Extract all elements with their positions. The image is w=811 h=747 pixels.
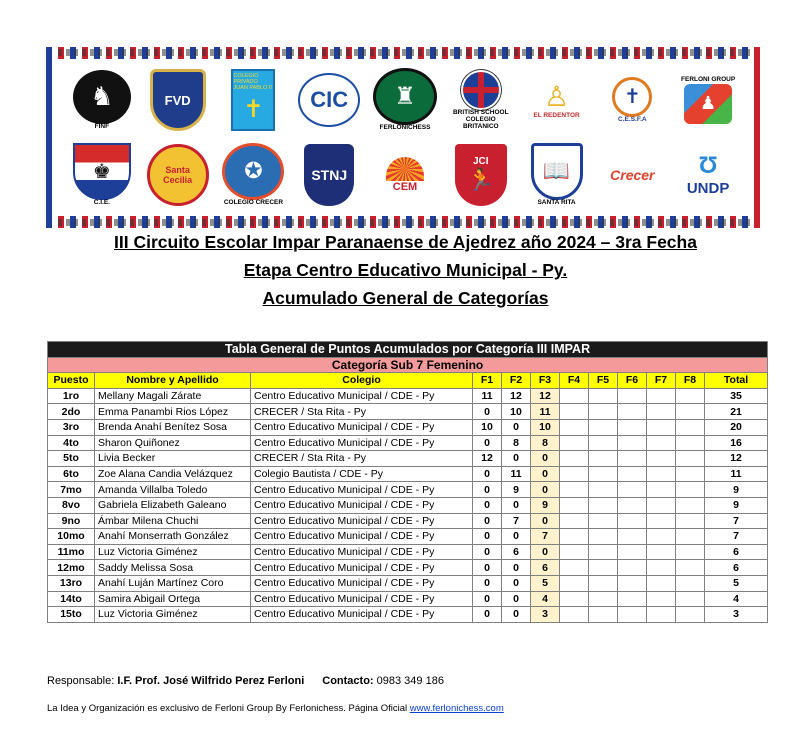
- stnj-logo: [297, 143, 361, 207]
- table-row: [48, 482, 768, 498]
- cell-total: 7: [705, 513, 768, 529]
- cell-total: 6: [705, 544, 768, 560]
- stage-title: [0, 260, 811, 281]
- cell-f5: [589, 388, 618, 404]
- cell-f3: 7: [531, 529, 560, 545]
- cell-f7: [647, 497, 676, 513]
- cell-puesto: 8vo: [48, 497, 95, 513]
- cell-nombre: Anahí Luján Martínez Coro: [95, 575, 251, 591]
- cell-colegio: Centro Educativo Municipal / CDE - Py: [251, 497, 473, 513]
- cell-colegio: CRECER / Sta Rita - Py: [251, 404, 473, 420]
- cell-f8: [676, 388, 705, 404]
- category-title: Categoría Sub 7 Femenino: [48, 357, 768, 373]
- cell-f6: [618, 451, 647, 467]
- responsible-line: [47, 675, 444, 687]
- santa-cecilia-logo: [146, 143, 210, 207]
- cell-total: 6: [705, 560, 768, 576]
- cell-total: 4: [705, 591, 768, 607]
- cell-f5: [589, 575, 618, 591]
- category-row: [48, 357, 768, 373]
- cell-f3: 9: [531, 497, 560, 513]
- cell-f3: 0: [531, 451, 560, 467]
- cell-puesto: 15to: [48, 607, 95, 623]
- cell-f3: 11: [531, 404, 560, 420]
- stnj-caption: STNJ: [311, 166, 348, 183]
- col-f7: F7: [647, 373, 676, 389]
- cell-f6: [618, 435, 647, 451]
- jci-crest: [455, 144, 507, 206]
- cell-f5: [589, 529, 618, 545]
- table-row: [48, 497, 768, 513]
- cell-nombre: Sharon Quiñonez: [95, 435, 251, 451]
- santa-cecilia-caption: Santa Cecilia: [147, 144, 209, 206]
- cell-f5: [589, 482, 618, 498]
- cell-f4: [560, 513, 589, 529]
- cell-f8: [676, 560, 705, 576]
- cell-nombre: Gabriela Elizabeth Galeano: [95, 497, 251, 513]
- cell-f6: [618, 419, 647, 435]
- undp-logo: [676, 143, 740, 207]
- cesfa-logo: [600, 68, 664, 132]
- cell-colegio: Centro Educativo Municipal / CDE - Py: [251, 529, 473, 545]
- cell-f3: 6: [531, 560, 560, 576]
- undp-mark-icon: Ʊ: [698, 152, 718, 180]
- cell-total: 9: [705, 497, 768, 513]
- col-puesto: Puesto: [48, 373, 95, 389]
- cell-f5: [589, 404, 618, 420]
- cell-f6: [618, 404, 647, 420]
- cell-colegio: Centro Educativo Municipal / CDE - Py: [251, 591, 473, 607]
- cell-puesto: 6to: [48, 466, 95, 482]
- table-row: [48, 404, 768, 420]
- cell-f2: 0: [502, 451, 531, 467]
- ferlonichess-club-logo: [373, 68, 437, 132]
- cem-logo: [373, 143, 437, 207]
- chess-pieces-border-bottom: [58, 219, 752, 226]
- cell-f1: 12: [473, 451, 502, 467]
- cell-f5: [589, 591, 618, 607]
- cell-nombre: Saddy Melissa Sosa: [95, 560, 251, 576]
- cell-total: 11: [705, 466, 768, 482]
- cell-f1: 0: [473, 482, 502, 498]
- cell-f8: [676, 451, 705, 467]
- cell-puesto: 7mo: [48, 482, 95, 498]
- cell-f5: [589, 560, 618, 576]
- cell-f6: [618, 591, 647, 607]
- cell-f5: [589, 419, 618, 435]
- cell-colegio: Colegio Bautista / CDE - Py: [251, 466, 473, 482]
- cell-f6: [618, 544, 647, 560]
- cell-f7: [647, 607, 676, 623]
- cell-total: 16: [705, 435, 768, 451]
- cell-colegio: Centro Educativo Municipal / CDE - Py: [251, 513, 473, 529]
- cell-f4: [560, 435, 589, 451]
- cell-f2: 12: [502, 388, 531, 404]
- cell-f3: 5: [531, 575, 560, 591]
- column-header-row: [48, 373, 768, 389]
- cell-f6: [618, 388, 647, 404]
- cell-f7: [647, 560, 676, 576]
- cell-nombre: Ámbar Milena Chuchi: [95, 513, 251, 529]
- cell-puesto: 10mo: [48, 529, 95, 545]
- cell-total: 9: [705, 482, 768, 498]
- cell-f8: [676, 607, 705, 623]
- ferloni-group-caption: FERLONI GROUP: [681, 75, 736, 83]
- cell-puesto: 3ro: [48, 419, 95, 435]
- fvd-logo: [146, 68, 210, 132]
- cie-logo: [70, 143, 134, 207]
- cell-total: 35: [705, 388, 768, 404]
- cell-f3: 10: [531, 419, 560, 435]
- cell-f5: [589, 497, 618, 513]
- col-colegio: Colegio: [251, 373, 473, 389]
- cell-f8: [676, 544, 705, 560]
- cell-f3: 0: [531, 482, 560, 498]
- cell-f4: [560, 575, 589, 591]
- cell-total: 20: [705, 419, 768, 435]
- cell-f1: 0: [473, 497, 502, 513]
- cell-f2: 0: [502, 497, 531, 513]
- website-link[interactable]: www.ferlonichess.com: [409, 703, 504, 714]
- cell-f7: [647, 575, 676, 591]
- table-row: [48, 388, 768, 404]
- cell-f5: [589, 466, 618, 482]
- table-row: [48, 560, 768, 576]
- santa-rita-logo: [525, 143, 589, 207]
- stnj-crest: [304, 144, 354, 206]
- cell-f1: 0: [473, 544, 502, 560]
- cell-f4: [560, 404, 589, 420]
- contact-phone: 0983 349 186: [373, 675, 444, 687]
- cell-f8: [676, 575, 705, 591]
- cell-f1: 0: [473, 575, 502, 591]
- cic-caption: CIC: [298, 73, 360, 127]
- cell-f5: [589, 544, 618, 560]
- cell-nombre: Amanda Villalba Toledo: [95, 482, 251, 498]
- cell-nombre: Brenda Anahí Benítez Sosa: [95, 419, 251, 435]
- responsible-label: Responsable:: [47, 675, 118, 687]
- cell-f1: 0: [473, 466, 502, 482]
- cell-colegio: Centro Educativo Municipal / CDE - Py: [251, 544, 473, 560]
- cell-f7: [647, 529, 676, 545]
- organization-line: [47, 703, 504, 714]
- cell-f4: [560, 607, 589, 623]
- ferlonichess-caption: FERLONICHESS: [379, 124, 431, 132]
- table-row: [48, 591, 768, 607]
- cell-total: 3: [705, 607, 768, 623]
- book-icon: 📖: [531, 143, 583, 200]
- cell-colegio: Centro Educativo Municipal / CDE - Py: [251, 482, 473, 498]
- cell-f5: [589, 435, 618, 451]
- cell-f2: 10: [502, 404, 531, 420]
- cross-icon: ✝: [243, 96, 264, 124]
- ferloni-group-logo: [676, 68, 740, 132]
- cell-f7: [647, 404, 676, 420]
- cell-f7: [647, 544, 676, 560]
- cesfa-caption: C.E.S.F.A: [618, 115, 647, 123]
- cell-colegio: CRECER / Sta Rita - Py: [251, 451, 473, 467]
- cell-puesto: 1ro: [48, 388, 95, 404]
- cell-total: 21: [705, 404, 768, 420]
- cell-f3: 3: [531, 607, 560, 623]
- undp-caption: UNDP: [686, 180, 730, 198]
- cell-f3: 0: [531, 466, 560, 482]
- cell-colegio: Centro Educativo Municipal / CDE - Py: [251, 419, 473, 435]
- cell-f1: 0: [473, 404, 502, 420]
- cell-nombre: Livia Becker: [95, 451, 251, 467]
- juan-pablo-logo: [221, 68, 285, 132]
- organization-text: La Idea y Organización es exclusivo de Ferloni Group By Ferlonichess. Página Oficial: [47, 703, 410, 714]
- jci-logo: [449, 143, 513, 207]
- cell-f4: [560, 466, 589, 482]
- cell-total: 5: [705, 575, 768, 591]
- chess-board-icon: ♜: [373, 68, 437, 125]
- cell-colegio: Centro Educativo Municipal / CDE - Py: [251, 388, 473, 404]
- cem-caption: CEM: [392, 180, 418, 193]
- contact-label: Contacto:: [322, 675, 374, 687]
- table-row: [48, 529, 768, 545]
- col-f8: F8: [676, 373, 705, 389]
- cell-f3: 8: [531, 435, 560, 451]
- cell-f1: 0: [473, 591, 502, 607]
- santa-rita-caption: SANTA RITA: [537, 198, 576, 206]
- cell-f8: [676, 529, 705, 545]
- sponsors-banner: [46, 47, 764, 228]
- event-title: [0, 232, 811, 253]
- cell-f1: 0: [473, 513, 502, 529]
- cie-crest: ♚: [73, 143, 131, 200]
- cell-f1: 0: [473, 560, 502, 576]
- cell-f2: 0: [502, 560, 531, 576]
- table-row: [48, 466, 768, 482]
- cell-colegio: Centro Educativo Municipal / CDE - Py: [251, 560, 473, 576]
- cell-f6: [618, 466, 647, 482]
- cell-f7: [647, 466, 676, 482]
- table-row: [48, 575, 768, 591]
- cell-f4: [560, 529, 589, 545]
- stage-title-text: Etapa Centro Educativo Municipal - Py.: [243, 260, 568, 280]
- cell-colegio: Centro Educativo Municipal / CDE - Py: [251, 607, 473, 623]
- cell-total: 7: [705, 529, 768, 545]
- summary-title-text: Acumulado General de Categorías: [262, 288, 549, 308]
- cie-caption: C.I.E.: [93, 198, 110, 206]
- cell-f4: [560, 388, 589, 404]
- cell-puesto: 14to: [48, 591, 95, 607]
- cell-f7: [647, 482, 676, 498]
- british-school-caption: BRITISH SCHOOL COLEGIO BRITANICO: [452, 109, 509, 130]
- juan-pablo-caption: COLEGIO PRIVADO JUAN PABLO II: [233, 73, 272, 92]
- el-redentor-logo: [525, 68, 589, 132]
- cell-f7: [647, 435, 676, 451]
- cell-f1: 10: [473, 419, 502, 435]
- cell-f8: [676, 466, 705, 482]
- col-total: Total: [705, 373, 768, 389]
- event-title-text: III Circuito Escolar Impar Paranaense de Ajedrez año 2024 – 3ra Fecha: [114, 232, 697, 252]
- cell-f1: 0: [473, 435, 502, 451]
- crest-icon: ✪: [222, 143, 284, 200]
- cell-f7: [647, 451, 676, 467]
- cell-f7: [647, 591, 676, 607]
- cell-puesto: 12mo: [48, 560, 95, 576]
- colegio-crecer-logo: [221, 143, 285, 207]
- juan-pablo-crest: [231, 69, 275, 131]
- cell-f4: [560, 451, 589, 467]
- cell-f3: 12: [531, 388, 560, 404]
- cell-f4: [560, 560, 589, 576]
- cell-f2: 9: [502, 482, 531, 498]
- cell-f8: [676, 404, 705, 420]
- cell-f7: [647, 388, 676, 404]
- cell-f6: [618, 575, 647, 591]
- cell-f2: 11: [502, 466, 531, 482]
- cell-f6: [618, 607, 647, 623]
- chess-pieces-border-top: [58, 49, 752, 56]
- cell-f2: 0: [502, 419, 531, 435]
- cell-colegio: Centro Educativo Municipal / CDE - Py: [251, 575, 473, 591]
- cell-f4: [560, 497, 589, 513]
- cell-f1: 11: [473, 388, 502, 404]
- cell-f2: 6: [502, 544, 531, 560]
- cell-puesto: 4to: [48, 435, 95, 451]
- colegio-crecer-caption: COLEGIO CRECER: [223, 198, 284, 206]
- col-f5: F5: [589, 373, 618, 389]
- cell-f5: [589, 607, 618, 623]
- crecer-caption: Crecer: [610, 166, 655, 183]
- cell-f5: [589, 513, 618, 529]
- cell-f6: [618, 482, 647, 498]
- cell-f2: 8: [502, 435, 531, 451]
- cell-f4: [560, 591, 589, 607]
- cell-nombre: Zoe Alana Candia Velázquez: [95, 466, 251, 482]
- table-row: [48, 544, 768, 560]
- fvd-caption: FVD: [150, 69, 206, 131]
- cell-nombre: Luz Victoria Giménez: [95, 607, 251, 623]
- cell-f8: [676, 591, 705, 607]
- sun-icon: [386, 157, 424, 181]
- runner-icon: 🏃: [467, 167, 495, 193]
- table-row: [48, 607, 768, 623]
- crecer-logo: [600, 143, 664, 207]
- cell-f1: 0: [473, 529, 502, 545]
- cell-f8: [676, 482, 705, 498]
- cell-puesto: 5to: [48, 451, 95, 467]
- union-jack-icon: [461, 70, 501, 110]
- col-f2: F2: [502, 373, 531, 389]
- cell-f7: [647, 513, 676, 529]
- cell-f7: [647, 419, 676, 435]
- points-table: [47, 341, 768, 623]
- table-row: [48, 513, 768, 529]
- table-title: Tabla General de Puntos Acumulados por Categoría III IMPAR: [48, 342, 768, 358]
- cell-f1: 0: [473, 607, 502, 623]
- table-title-row: [48, 342, 768, 358]
- cell-f4: [560, 482, 589, 498]
- cell-f2: 0: [502, 607, 531, 623]
- cell-nombre: Anahí Monserrath González: [95, 529, 251, 545]
- col-f1: F1: [473, 373, 502, 389]
- cell-f5: [589, 451, 618, 467]
- cell-puesto: 13ro: [48, 575, 95, 591]
- cell-f6: [618, 529, 647, 545]
- summary-title: [0, 288, 811, 309]
- table-row: [48, 451, 768, 467]
- cell-f4: [560, 544, 589, 560]
- cell-f6: [618, 560, 647, 576]
- cell-puesto: 9no: [48, 513, 95, 529]
- col-f6: F6: [618, 373, 647, 389]
- cell-f6: [618, 497, 647, 513]
- cell-f2: 7: [502, 513, 531, 529]
- table-row: [48, 419, 768, 435]
- cell-f4: [560, 419, 589, 435]
- col-f3: F3: [531, 373, 560, 389]
- cell-nombre: Samira Abigail Ortega: [95, 591, 251, 607]
- cic-logo: [297, 68, 361, 132]
- redeemer-statue-icon: ♙: [543, 81, 570, 113]
- responsible-name: I.F. Prof. José Wilfrido Perez Ferloni: [117, 675, 305, 687]
- cell-f8: [676, 419, 705, 435]
- cell-nombre: Emma Panambi Rios López: [95, 404, 251, 420]
- cell-f3: 4: [531, 591, 560, 607]
- british-school-logo: [449, 68, 513, 132]
- fide-caption: FINF: [94, 122, 110, 130]
- cell-puesto: 2do: [48, 404, 95, 420]
- fide-logo: [70, 68, 134, 132]
- table-row: [48, 435, 768, 451]
- col-f4: F4: [560, 373, 589, 389]
- cell-total: 12: [705, 451, 768, 467]
- cell-nombre: Mellany Magali Zárate: [95, 388, 251, 404]
- jci-caption: JCI: [472, 156, 489, 168]
- sponsors-logo-grid: [58, 59, 752, 216]
- cell-f2: 0: [502, 529, 531, 545]
- cell-f3: 0: [531, 544, 560, 560]
- cell-f3: 0: [531, 513, 560, 529]
- cell-f2: 0: [502, 575, 531, 591]
- cell-f2: 0: [502, 591, 531, 607]
- cell-colegio: Centro Educativo Municipal / CDE - Py: [251, 435, 473, 451]
- knight-icon: ♞: [73, 70, 131, 124]
- cell-nombre: Luz Victoria Giménez: [95, 544, 251, 560]
- cell-f8: [676, 435, 705, 451]
- col-nombre: Nombre y Apellido: [95, 373, 251, 389]
- cross-icon: ✝: [612, 77, 652, 117]
- el-redentor-caption: EL REDENTOR: [533, 112, 580, 120]
- table-body: [48, 388, 768, 622]
- cell-f8: [676, 497, 705, 513]
- puzzle-icon: ♟: [684, 84, 732, 124]
- cell-puesto: 11mo: [48, 544, 95, 560]
- cell-f6: [618, 513, 647, 529]
- cell-f8: [676, 513, 705, 529]
